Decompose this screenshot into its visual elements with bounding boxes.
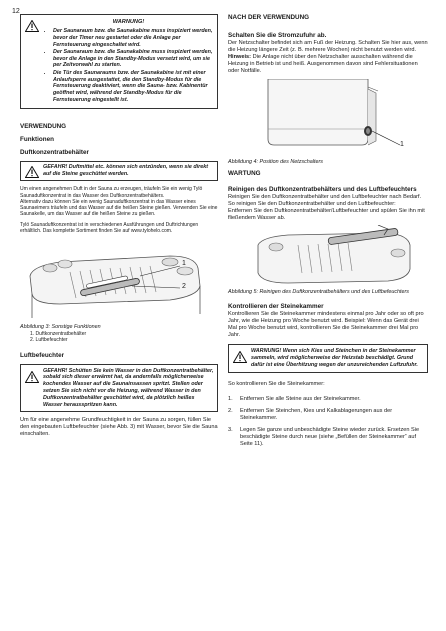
humidifier-paragraph: Um für eine angenehme Grundfeuchtigkeit in der Sauna zu sorgen, füllen Sie den eingebauten Luftbefeuchter (siehe Abb. 3) mit Wasser, bevor Sie die Sauna einschalten. — [20, 417, 218, 438]
figure-label: 1 — [400, 141, 404, 148]
cleaning-paragraph: So reinigen Sie den Duftkonzentratbehälter und den Luftbefeuchter: — [228, 200, 396, 207]
control-intro: So kontrollieren Sie die Steinekammer: — [228, 380, 325, 387]
hint-paragraph — [228, 54, 428, 75]
page-number: 12 — [12, 8, 20, 15]
power-off-paragraph: Der Netzschalter befindet sich am Fuß der Heizung. Schalten Sie hier aus, wenn die Heizung längere Zeit (z. B. mehrere Wochen) nicht benutzt werden wird. — [228, 40, 428, 53]
cleaning-paragraph: Reinigen Sie den Duftkonzentratbehälter und den Luftbefeuchter nach Bedarf. — [228, 193, 422, 200]
warning-box — [20, 14, 218, 109]
figure-power-switch — [228, 79, 428, 159]
stone-chamber-title: Kontrollieren der Steinekammer — [228, 303, 324, 311]
functions-title: Funktionen — [20, 136, 54, 144]
danger-text: GEFAHR! Duftmittel etc. können sich entzünden, wenn sie direkt auf die Steine geschüttet werden. — [43, 164, 209, 178]
warning-box — [228, 344, 428, 372]
warning-bullet: • Die Tür des Saunaraums bzw. der Saunakabine ist mit einer Anlaufsperre ausgestattet, die den Standby-Modus für die Fernsteuerung deaktiviert, wenn die Sauna- bzw. Kabinentür geöffnet wird, während der Standby-Modus für die Fernsteuerung eingestellt ist. — [53, 70, 214, 104]
section-title-usage: VERWENDUNG — [20, 123, 67, 131]
cleaning-illustration — [228, 225, 428, 289]
list-item: 1. Entfernen Sie alle Steine aus der Steinekammer. — [228, 395, 361, 402]
figure-item: 2. Luftbefeuchter — [30, 337, 68, 344]
figure-item: 1. Duftkonzentratbehälter — [30, 330, 87, 337]
warning-triangle-icon — [21, 17, 43, 104]
section-title-after-use: NACH DER VERWENDUNG — [228, 14, 310, 21]
fragrance-container-title: Duftkonzentratbehälter — [20, 149, 89, 157]
list-item: 2. Entfernen Sie Steinchen, Kies und Kalkablagerungen aus der Steinekammer. — [228, 407, 393, 421]
danger-box — [20, 364, 218, 413]
control-steps — [228, 396, 428, 448]
cleaning-paragraph: Entfernen Sie den Duftkonzentratbehälter/Luftbefeuchter und spülen Sie ihn mit fließendem Wasser ab. — [228, 207, 425, 221]
figure-cleaning — [228, 225, 428, 289]
heater-top-illustration — [20, 238, 218, 324]
figure-caption: Abbildung 4: Position des Netzschalters — [228, 159, 323, 165]
stone-chamber-paragraph: Kontrollieren Sie die Steinekammer mindestens einmal pro Jahr oder so oft pro Jahr, wie die Heizung pro Woche benutzt wird. Beispiel: Wenn das Gerät drei Mal pro Woche benutzt wird, kontrollieren Sie die Steinekammer drei Mal pro Jahr. — [228, 311, 424, 339]
section-title-maintenance: WARTUNG — [228, 169, 261, 177]
left-column — [20, 14, 218, 438]
warning-triangle-icon — [21, 164, 43, 178]
power-off-title: Schalten Sie die Stromzufuhr ab. — [228, 32, 327, 39]
list-item: 3. Legen Sie ganze und unbeschädigte Steine wieder zurück. Ersetzen Sie beschädigte Steine durch neue (siehe „Befüllen der Steinekammer“ auf Seite 11). — [228, 426, 420, 447]
figure-caption: Abbildung 5: Reinigen des Duftkonzentratbehälters und des Luftbefeuchters — [228, 288, 410, 295]
fragrance-paragraph: Tylö Saunaduftkonzentrat ist in verschiedenen Ausführungen und Duftrichtungen erhältlich. Das komplette Sortiment finden Sie auf www.tylohelo.com. — [20, 221, 199, 235]
heater-base-illustration — [228, 79, 428, 159]
figure-label: 1 — [182, 260, 186, 268]
right-column — [228, 14, 428, 453]
danger-box — [20, 161, 218, 181]
fragrance-paragraph: Um einen angenehmen Duft in der Sauna zu erzeugen, träufeln Sie ein wenig Tylö Saunaduftkonzentrat in das Wasser des Duftkonzentratbehälters. — [20, 186, 203, 199]
warning-triangle-icon — [21, 368, 43, 409]
figure-caption: Abbildung 3: Sonstige Funktionen — [20, 324, 101, 331]
humidifier-title: Luftbefeuchter — [20, 351, 65, 359]
warning-title: WARNUNG! — [112, 19, 145, 25]
warning-bullet: • Der Saunaraum bzw. die Saunakabine muss inspiziert werden, bevor die Anlage in den Standby-Modus versetzt wird, um sie per Zeitvorwahl zu starten. — [53, 49, 214, 69]
warning-text: WARNUNG! Wenn sich Kies und Steinchen in der Steinekammer sammeln, wird möglicherweise der Heizstab beschädigt. Grund dafür ist eine Überhitzung wegen der unzureichenden Luftzufuhr. — [251, 348, 418, 368]
figure-label: 2 — [182, 283, 186, 291]
hint-text: Die Anlage nicht über den Netzschalter ausschalten während die Heizung in Betrieb ist und heiß. Ausgenommen davon sind Fehlersituationen oder Notfälle. — [228, 54, 418, 74]
cleaning-title: Reinigen des Duftkonzentratbehälters und des Luftbefeuchters — [228, 185, 417, 193]
fragrance-paragraph: Alternativ dazu können Sie ein wenig Saunaduftkonzentrat in das Wasser eines Saunaeimers träufeln und das Wasser auf die heißen Steine gießen. Verwenden Sie eine Saunakelle, um das Wasser auf die heißen Steine zu gießen. — [20, 198, 218, 218]
danger-text: GEFAHR! Schütten Sie kein Wasser in den Duftkonzentratbehälter, sobald sich dieser erwärmt hat, da andernfalls möglicherweise kochendes Wasser auf die Saunainsassen spritzt. Stellen oder setzen Sie sich nicht vor die Heizung, während Wasser in den Duftkonzentratbehälter geschüttet wird, da plötzlich heißes Wasser herausspritzen kann. — [43, 367, 214, 408]
warning-bullet: • Der Saunaraum bzw. die Saunakabine muss inspiziert werden, bevor der Timer neu gestartet oder die Anlage per Fernsteuerung eingeschaltet wird. — [53, 28, 214, 48]
hint-label: Hinweis: — [228, 54, 252, 60]
warning-triangle-icon — [229, 348, 251, 368]
figure-other-functions — [20, 238, 218, 324]
